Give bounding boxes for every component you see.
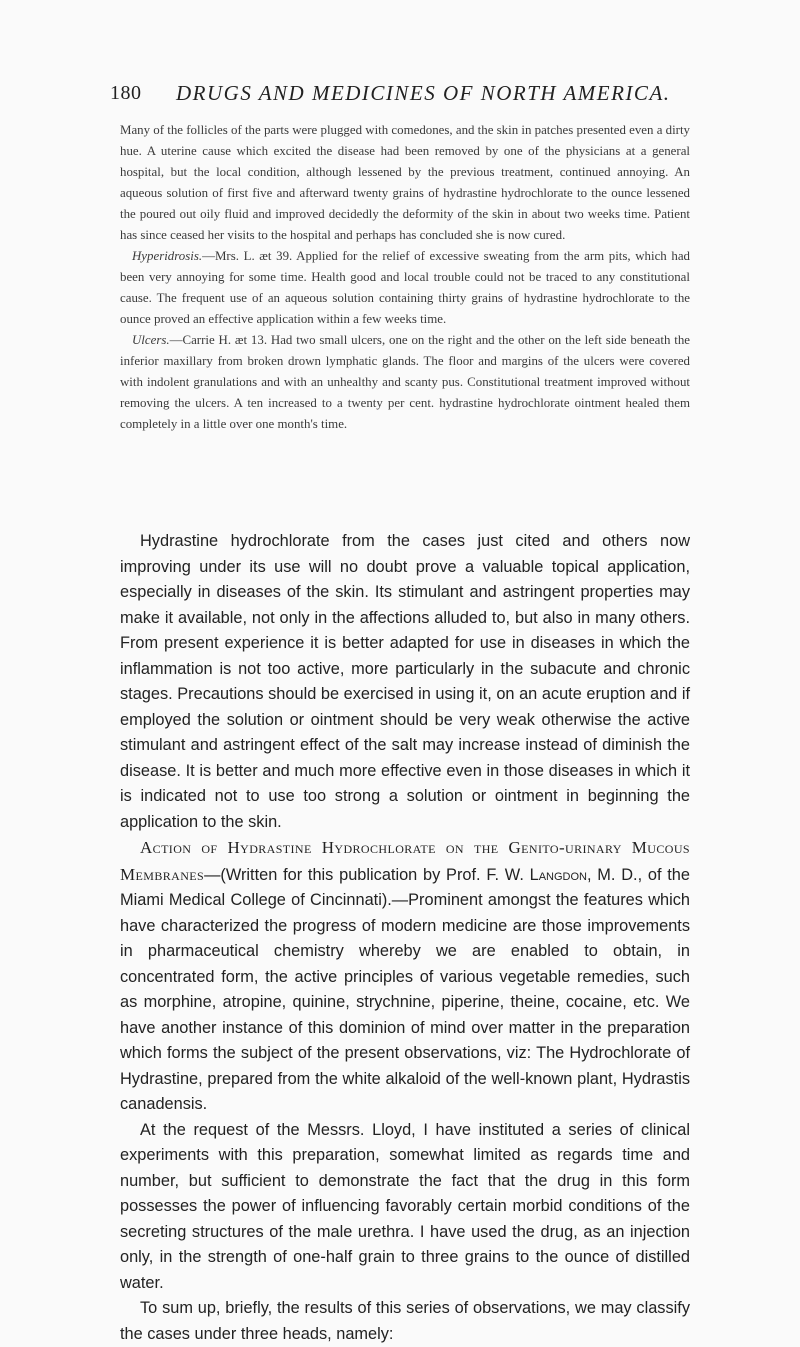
experiments-paragraph: At the request of the Messrs. Lloyd, I have instituted a series of clinical experiments with this preparation, somewhat limited as regards time and number, but sufficient to demonstrate the fact that the drug in this form possesses the power of influencing favorably certain morbid conditions of the secreting structures of the male urethra. I have used the drug, as an injection only, in the strength of one-half grain to three grains to the ounce of distilled water. (120, 1120, 690, 1292)
section-intro-paragraph (120, 835, 690, 1118)
case-continuation-paragraph: Many of the follicles of the parts were plugged with comedones, and the skin in patches presented even a dirty hue. A uterine cause which excited the disease had been removed by one of the physicians at a general hospital, but the local condition, although lessened by the previous treatment, continued annoying. An aqueous solution of first five and afterward twenty grains of hydrastine hydrochlorate to the ounce lessened the poured out oily fluid and improved decidedly the deformity of the skin in about two weeks time. Patient has since ceased her visits to the hospital and perhaps has concluded she is now cured. (120, 123, 690, 242)
main-text (120, 529, 690, 1347)
hyperidrosis-text: —Mrs. L. æt 39. Applied for the relief of excessive sweating from the arm pits, which had been very annoying for some time. Health good and local trouble could not be traced to any constitutional cause. The frequent use of an aqueous solution containing thirty grains of hydrastine hydrochlorate to the ounce proved an effective application within a few weeks time. (120, 249, 690, 326)
running-title: DRUGS AND MEDICINES OF NORTH AMERICA. (176, 81, 671, 105)
page-number: 180 (110, 82, 142, 104)
ulcers-heading: Ulcers. (132, 333, 170, 347)
section-author: Langdon (529, 865, 587, 884)
summary-paragraph: Hydrastine hydrochlorate from the cases just cited and others now improving under its use will no doubt prove a valuable topical application, especially in diseases of the skin. Its stimulant and astringent properties may make it available, not only in the affections alluded to, but also in many others. From present experience it is better adapted for use in diseases in which the inflammation is not too active, more particularly in the subacute and chronic stages. Precautions should be exercised in using it, on an acute eruption and if employed the solution or ointment should be very weak otherwise the active stimulant and astringent effect of the salt may increase instead of diminish the disease. It is better and much more effective even in those diseases in which it is indicated not to use too strong a solution or ointment in beginning the application to the skin. (120, 532, 690, 831)
summary-lead-paragraph: To sum up, briefly, the results of this series of observations, we may classify the cases under three heads, namely: (120, 1299, 690, 1343)
section-intro-suffix: , M. D., of the Miami Medical College of Cincinnati).—Prominent amongst the features which have characterized the progress of modern medicine are those improvements in pharmaceutical chemistry whereby we are enabled to obtain, in concentrated form, the active principles of various vegetable remedies, such as morphine, atropine, quinine, strychnine, piperine, theine, cocaine, etc. We have another instance of this dominion of mind over matter in the preparation which forms the subject of the present observations, viz: The Hydrochlorate of Hydrastine, prepared from the white alkaloid of the well-known plant, Hydrastis canadensis. (120, 865, 690, 1113)
hyperidrosis-case (120, 246, 690, 330)
page-header (110, 70, 690, 110)
case-reports (120, 120, 690, 435)
section-intro-prefix: —(Written for this publication by Prof. F. W. (204, 865, 530, 884)
ulcers-text: —Carrie H. æt 13. Had two small ulcers, one on the right and the other on the left side beneath the inferior maxillary from broken drown lymphatic glands. The floor and margins of the ulcers were covered with indolent granulations and with an unhealthy and scanty pus. Constitutional treatment improved without removing the ulcers. A ten increased to a twenty per cent. hydrastine hydrochlorate ointment healed them completely in a little over one month's time. (120, 333, 690, 431)
section-heading: Action of Hydrastine Hydrochlorate on the Genito-urinary Mucous Membranes (120, 838, 690, 884)
ulcers-case (120, 330, 690, 435)
hyperidrosis-heading: Hyperidrosis. (132, 249, 203, 263)
